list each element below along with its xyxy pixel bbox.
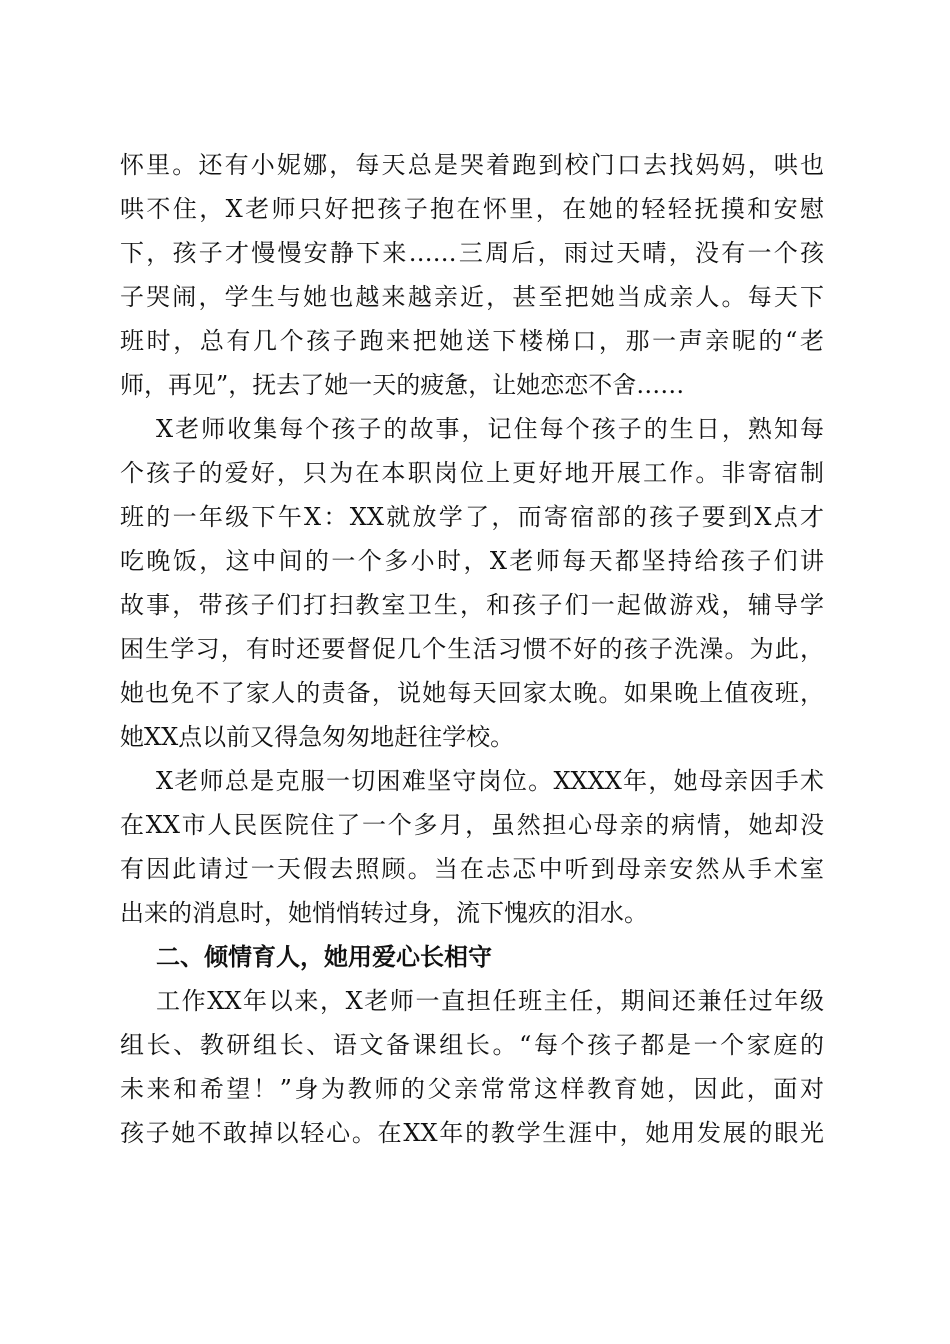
section-heading: 二、倾情育人，她用爱心长相守 xyxy=(156,943,492,971)
paragraph-2-line-7: 她也免不了家人的责备，说她每天回家太晚。如果晚上值夜班， xyxy=(120,679,824,707)
paragraph-2-line-3: 班的一年级下午X：XX就放学了，而寄宿部的孩子要到X点才 xyxy=(120,503,824,531)
paragraph-3-line-4: 出来的消息时，她悄悄转过身，流下愧疚的泪水。 xyxy=(120,899,648,927)
paragraph-2-line-4: 吃晚饭，这中间的一个多小时，X老师每天都坚持给孩子们讲 xyxy=(120,547,824,575)
paragraph-1-line-3: 下，孩子才慢慢安静下来……三周后，雨过天晴，没有一个孩 xyxy=(120,239,824,267)
paragraph-3-line-3: 有因此请过一天假去照顾。当在忐忑中听到母亲安然从手术室 xyxy=(120,855,824,883)
paragraph-1-line-4: 子哭闹，学生与她也越来越亲近，甚至把她当成亲人。每天下 xyxy=(120,283,824,311)
paragraph-4-line-1: 工作XX年以来，X老师一直担任班主任，期间还兼任过年级 xyxy=(156,987,824,1015)
paragraph-1-line-6: 师，再见”，抚去了她一天的疲惫，让她恋恋不舍…… xyxy=(120,371,685,399)
paragraph-3-line-1: X老师总是克服一切困难坚守岗位。XXXX年，她母亲因手术 xyxy=(156,767,824,795)
paragraph-2-line-5: 故事，带孩子们打扫教室卫生，和孩子们一起做游戏，辅导学 xyxy=(120,591,824,619)
paragraph-2-line-1: X老师收集每个孩子的故事，记住每个孩子的生日，熟知每 xyxy=(156,415,824,443)
paragraph-2-line-8: 她XX点以前又得急匆匆地赶往学校。 xyxy=(120,723,515,751)
paragraph-1-line-5: 班时，总有几个孩子跑来把她送下楼梯口，那一声亲昵的“老 xyxy=(120,327,824,355)
paragraph-4-line-2: 组长、教研组长、语文备课组长。“每个孩子都是一个家庭的 xyxy=(120,1031,824,1059)
paragraph-3-line-2: 在XX市人民医院住了一个多月，虽然担心母亲的病情，她却没 xyxy=(120,811,824,839)
paragraph-2-line-2: 个孩子的爱好，只为在本职岗位上更好地开展工作。非寄宿制 xyxy=(120,459,824,487)
paragraph-4-line-3: 未来和希望！”身为教师的父亲常常这样教育她，因此，面对 xyxy=(120,1075,824,1103)
paragraph-1-line-1: 怀里。还有小妮娜，每天总是哭着跑到校门口去找妈妈，哄也 xyxy=(120,151,824,179)
paragraph-1-line-2: 哄不住，X老师只好把孩子抱在怀里，在她的轻轻抚摸和安慰 xyxy=(120,195,824,223)
paragraph-4-line-4: 孩子她不敢掉以轻心。在XX年的教学生涯中，她用发展的眼光 xyxy=(120,1119,824,1147)
paragraph-2-line-6: 困生学习，有时还要督促几个生活习惯不好的孩子洗澡。为此， xyxy=(120,635,824,663)
